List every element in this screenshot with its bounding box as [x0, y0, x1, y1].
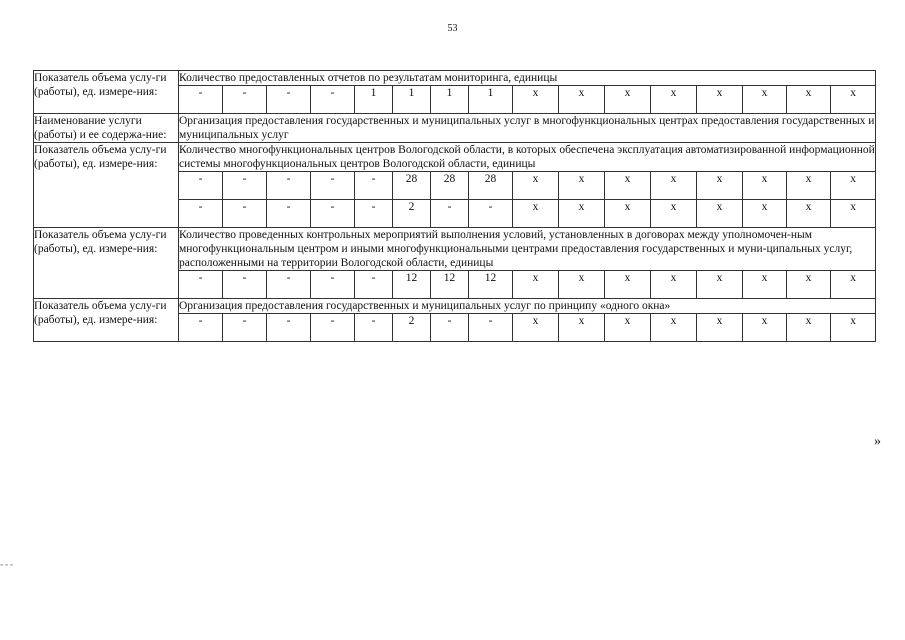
value-cell: x: [787, 86, 831, 114]
value-cell: x: [787, 172, 831, 200]
closing-quote: »: [874, 434, 881, 449]
value-cell: x: [651, 86, 697, 114]
margin-marks: = = =: [0, 563, 14, 569]
value-cell: 2: [393, 314, 431, 342]
value-cell: -: [179, 172, 223, 200]
value-cell: x: [559, 200, 605, 228]
value-cell: -: [311, 172, 355, 200]
service-description: Количество многофункциональных центров Вологодской области, в которых обеспечена эксплуатация автоматизированной информационной системы многофункциональных центров Вологодской области, единицы: [179, 144, 875, 170]
value-cell: x: [651, 271, 697, 299]
value-cell: x: [559, 172, 605, 200]
value-cell: -: [431, 200, 469, 228]
value-cell: -: [311, 86, 355, 114]
value-cell: x: [513, 200, 559, 228]
value-cell: x: [787, 200, 831, 228]
table-row: [34, 228, 876, 271]
value-cell: -: [179, 86, 223, 114]
value-cell: 2: [393, 200, 431, 228]
service-volume-table: [33, 70, 876, 342]
value-cell: x: [743, 172, 787, 200]
value-cell: x: [559, 271, 605, 299]
value-cell: x: [651, 200, 697, 228]
value-cell: x: [697, 200, 743, 228]
value-cell: -: [179, 314, 223, 342]
value-cell: x: [605, 271, 651, 299]
value-cell: x: [513, 271, 559, 299]
value-cell: -: [223, 271, 267, 299]
table-row: [34, 114, 876, 143]
service-description: Количество предоставленных отчетов по результатам мониторинга, единицы: [179, 71, 876, 86]
value-cell: 12: [393, 271, 431, 299]
value-cell: -: [355, 172, 393, 200]
row-label: Показатель объема услу-ги (работы), ед. измере-ния:: [34, 71, 179, 114]
value-cell: x: [697, 314, 743, 342]
value-cell: x: [831, 172, 876, 200]
row-label: Показатель объема услу-ги (работы), ед. измере-ния:: [34, 228, 179, 299]
row-label: Показатель объема услу-ги (работы), ед. измере-ния:: [34, 299, 179, 342]
value-cell: -: [179, 200, 223, 228]
value-cell: -: [267, 86, 311, 114]
value-cell: -: [223, 172, 267, 200]
table-row: [34, 143, 876, 172]
value-cell: x: [787, 314, 831, 342]
value-cell: 12: [431, 271, 469, 299]
value-cell: 1: [469, 86, 513, 114]
value-cell: -: [311, 200, 355, 228]
value-cell: x: [605, 314, 651, 342]
page-number: 53: [447, 23, 458, 34]
value-cell: -: [469, 200, 513, 228]
value-cell: -: [311, 314, 355, 342]
value-cell: 28: [431, 172, 469, 200]
value-cell: -: [223, 200, 267, 228]
value-cell: -: [267, 271, 311, 299]
value-cell: x: [831, 271, 876, 299]
value-cell: x: [831, 86, 876, 114]
value-cell: 1: [355, 86, 393, 114]
value-cell: -: [223, 314, 267, 342]
value-cell: x: [651, 314, 697, 342]
value-cell: x: [743, 200, 787, 228]
value-cell: x: [605, 200, 651, 228]
value-cell: x: [831, 314, 876, 342]
value-cell: -: [469, 314, 513, 342]
value-cell: x: [697, 172, 743, 200]
value-cell: x: [559, 314, 605, 342]
value-cell: x: [605, 86, 651, 114]
value-cell: x: [697, 86, 743, 114]
value-cell: -: [223, 86, 267, 114]
table-row: [34, 71, 876, 86]
service-description: Количество проведенных контрольных мероприятий выполнения условий, установленных в договорах между уполномочен-ным многофункциональным центром и иными многофункциональными центрами предоставления государственных и муни-ципальных услуг, расположенными на территории Вологодской области, единицы: [179, 228, 876, 271]
value-cell: -: [267, 200, 311, 228]
value-cell: -: [355, 200, 393, 228]
value-cell: x: [513, 172, 559, 200]
value-cell: 1: [393, 86, 431, 114]
value-cell: -: [311, 271, 355, 299]
value-cell: x: [513, 86, 559, 114]
value-cell: 28: [469, 172, 513, 200]
value-cell: x: [743, 86, 787, 114]
service-description: Организация предоставления государственных и муниципальных услуг в многофункциональных центрах предоставления государственных и муниципальных услуг: [179, 115, 875, 141]
value-cell: -: [267, 172, 311, 200]
value-cell: x: [697, 271, 743, 299]
value-cell: 12: [469, 271, 513, 299]
row-label: Показатель объема услу-ги (работы), ед. измере-ния:: [34, 143, 179, 228]
row-label: Наименование услуги (работы) и ее содержа-ние:: [34, 114, 179, 143]
value-cell: x: [605, 172, 651, 200]
value-cell: x: [831, 200, 876, 228]
service-description: Организация предоставления государственных и муниципальных услуг по принципу «одного окна»: [179, 299, 876, 314]
value-cell: -: [431, 314, 469, 342]
value-cell: -: [355, 271, 393, 299]
value-cell: -: [355, 314, 393, 342]
value-cell: x: [513, 314, 559, 342]
value-cell: -: [267, 314, 311, 342]
value-cell: x: [787, 271, 831, 299]
value-cell: x: [559, 86, 605, 114]
value-cell: x: [743, 271, 787, 299]
table-row: [34, 299, 876, 314]
value-cell: 28: [393, 172, 431, 200]
value-cell: -: [179, 271, 223, 299]
value-cell: x: [651, 172, 697, 200]
value-cell: x: [743, 314, 787, 342]
value-cell: 1: [431, 86, 469, 114]
